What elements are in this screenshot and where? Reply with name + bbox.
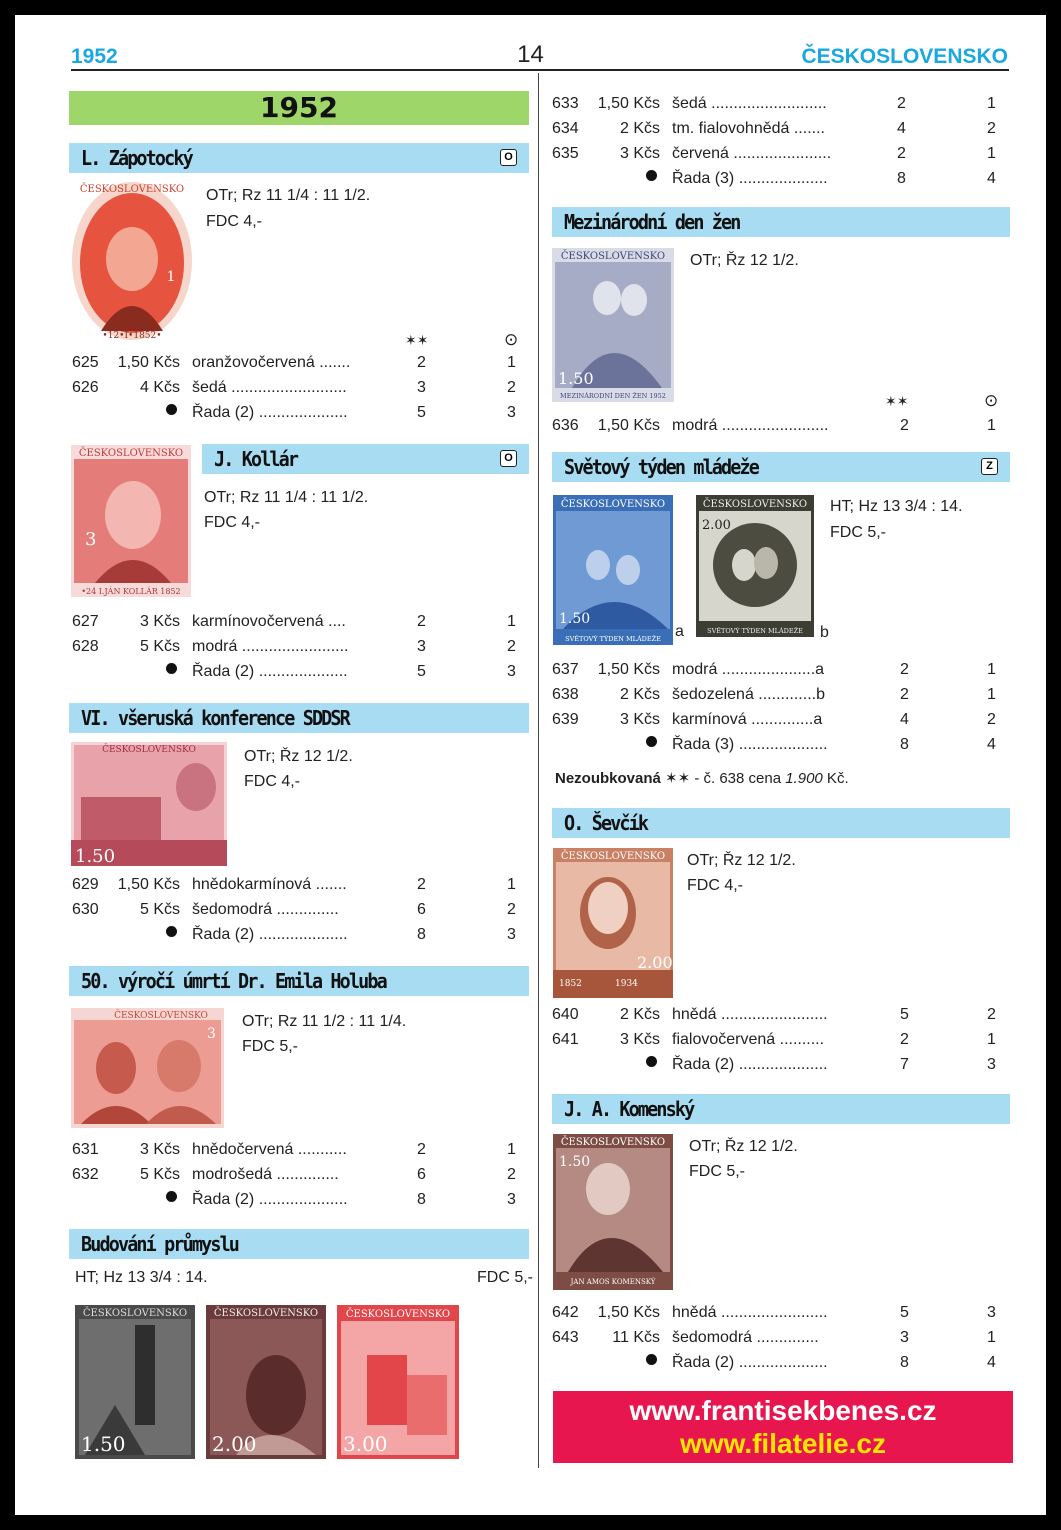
stamp-holub (71, 1008, 224, 1128)
price-mint: 4 (897, 120, 906, 137)
fdc-price: FDC 5,- (689, 1163, 745, 1180)
section-header-mladez (552, 452, 1010, 482)
stamp-country: ČESKOSLOVENSKO (345, 1309, 451, 1320)
stamp-date: •12•I•1852• (102, 331, 162, 341)
stamp-country: ČESKOSLOVENSKO (102, 745, 196, 755)
section-title: 50. výročí úmrtí Dr. Emila Holuba (81, 969, 386, 993)
stamp-caption: SVĚTOVÝ TÝDEN MLÁDEŽE (707, 627, 803, 635)
fdc-price: FDC 4,- (206, 213, 262, 230)
header-country: ČESKOSLOVENSKO (801, 45, 1008, 68)
issue-type-badge: O (500, 149, 517, 166)
price-used: 2 (507, 638, 516, 655)
stamp-country: ČESKOSLOVENSKO (114, 1011, 208, 1021)
face-value: 3 Kčs (619, 1031, 660, 1048)
stamp-zeny (552, 248, 674, 402)
face-value: 1,50 Kčs (117, 354, 180, 371)
stamp-colour: modrošedá .............. (192, 1166, 339, 1183)
price-mint: 3 (900, 1329, 909, 1346)
catalog-row (552, 1031, 1012, 1055)
catalog-number: 631 (72, 1141, 99, 1158)
face-value: 3 Kčs (139, 1141, 180, 1158)
price-mint: 7 (900, 1056, 909, 1073)
price-used: 1 (987, 145, 996, 162)
catalog-row (72, 379, 532, 403)
issue-type-badge: Z (981, 458, 998, 475)
catalog-row (72, 1166, 532, 1190)
stamp-colour: oranžovočervená ....... (192, 354, 351, 371)
face-value: 11 Kčs (612, 1329, 660, 1346)
face-value: 2 Kčs (619, 120, 660, 137)
face-value: 4 Kčs (139, 379, 180, 396)
mint-column-header: ✶✶ (405, 332, 429, 348)
section-header-zapotocky (69, 143, 529, 173)
set-total-row (72, 404, 532, 428)
stamp-colour: červená ...................... (672, 145, 832, 162)
catalog-number: 640 (552, 1006, 579, 1023)
face-value: 2 Kčs (619, 1006, 660, 1023)
price-mint: 2 (897, 95, 906, 112)
stamp-colour: Řada (2) .................... (192, 1191, 348, 1208)
stamp-mladez-b (696, 495, 814, 637)
price-used: 4 (987, 170, 996, 187)
price-used: 3 (507, 926, 516, 943)
catalog-row (552, 1304, 1012, 1328)
print-info: OTr; Řz 12 1/2. (687, 852, 796, 869)
stamp-colour: fialovočervená .......... (672, 1031, 825, 1048)
catalog-row (72, 638, 532, 662)
stamp-colour: Řada (2) .................... (672, 1056, 828, 1073)
stamp-country: ČESKOSLOVENSKO (79, 184, 185, 195)
stamp-colour: hnědokarmínová ....... (192, 876, 347, 893)
catalog-number: 629 (72, 876, 99, 893)
stamp-value: 2.00 (637, 953, 673, 972)
issue-type-badge: O (500, 450, 517, 467)
set-total-row (552, 736, 1012, 760)
catalog-number: 643 (552, 1329, 579, 1346)
stamp-value: 3.00 (343, 1432, 388, 1456)
stamp-value: 3 (85, 529, 97, 550)
price-used: 1 (507, 876, 516, 893)
catalog-row (552, 95, 1012, 119)
stamp-prumysl-a (75, 1305, 195, 1459)
catalog-row (72, 901, 532, 925)
price-used: 3 (507, 1191, 516, 1208)
price-mint: 5 (900, 1304, 909, 1321)
stamp-country: ČESKOSLOVENSKO (560, 251, 666, 262)
price-mint: 2 (417, 876, 426, 893)
set-total-row (72, 663, 532, 687)
stamp-value: 2.00 (702, 518, 731, 533)
banner-link-1[interactable]: www.frantisekbenes.cz (629, 1395, 937, 1426)
stamp-colour: modrá ........................ (192, 638, 349, 655)
section-title: VI. všeruská konference SDDSR (81, 706, 349, 730)
catalog-row (552, 120, 1012, 144)
price-mint: 2 (900, 417, 909, 434)
catalog-number: 630 (72, 901, 99, 918)
catalog-number: 638 (552, 686, 579, 703)
catalog-row (552, 417, 1012, 441)
catalog-number: 628 (72, 638, 99, 655)
catalog-number: 642 (552, 1304, 579, 1321)
section-header-prumysl (69, 1229, 529, 1259)
section-title: J. A. Komenský (564, 1097, 694, 1121)
stamp-colour: Řada (2) .................... (672, 1354, 828, 1371)
stamp-colour: karmínovočervená .... (192, 613, 346, 630)
page-number: 14 (517, 41, 544, 68)
price-mint: 5 (417, 404, 426, 421)
face-value: 5 Kčs (139, 901, 180, 918)
price-mint: 2 (417, 354, 426, 371)
section-title: Mezinárodní den žen (564, 210, 740, 234)
stamp-country: ČESKOSLOVENSKO (78, 448, 184, 459)
stamp-country: ČESKOSLOVENSKO (560, 1137, 666, 1148)
price-mint: 2 (417, 1141, 426, 1158)
stamp-value: 1.50 (558, 369, 594, 388)
stamp-caption: MEZINÁRODNÍ DEN ŽEN 1952 (560, 392, 666, 400)
print-info: HT; Hz 13 3/4 : 14. (75, 1269, 208, 1286)
catalog-row (552, 1006, 1012, 1030)
face-value: 1,50 Kčs (597, 661, 660, 678)
stamp-colour: tm. fialovohnědá ....... (672, 120, 825, 137)
price-mint: 8 (900, 736, 909, 753)
print-info: HT; Hz 13 3/4 : 14. (830, 498, 963, 515)
price-used: 1 (987, 417, 996, 434)
price-mint: 2 (900, 661, 909, 678)
set-total-row (552, 170, 1012, 194)
face-value: 1,50 Kčs (597, 417, 660, 434)
stamp-caption: JAN AMOS KOMENSKÝ (570, 1278, 656, 1286)
note-bold: Nezoubkovaná (555, 770, 661, 787)
face-value: 2 Kčs (619, 686, 660, 703)
face-value: 1,50 Kčs (597, 1304, 660, 1321)
stamp-value: 3 (207, 1026, 216, 1042)
price-used: 1 (987, 1031, 996, 1048)
section-title: L. Zápotocký (81, 146, 192, 170)
price-used: 1 (987, 1329, 996, 1346)
price-mint: 2 (900, 1031, 909, 1048)
catalog-number: 634 (552, 120, 579, 137)
stamp-kollar (71, 445, 191, 597)
stamp-country: ČESKOSLOVENSKO (560, 851, 666, 862)
stamp-year-start: 1852 (559, 979, 582, 989)
advert-banner[interactable] (553, 1391, 1013, 1463)
catalog-row (72, 1141, 532, 1165)
stamp-colour: šedá .......................... (192, 379, 347, 396)
price-mint: 5 (417, 663, 426, 680)
section-header-zeny (552, 207, 1010, 237)
stamp-zapotocky (71, 181, 193, 341)
face-value: 3 Kčs (619, 145, 660, 162)
set-bullet-icon (166, 404, 177, 415)
stamp-colour: šedá .......................... (672, 95, 827, 112)
print-info: OTr; Řz 12 1/2. (244, 748, 353, 765)
catalog-row (72, 876, 532, 900)
stamp-colour: Řada (2) .................... (192, 663, 348, 680)
stamp-colour: modrá ........................ (672, 417, 829, 434)
price-used: 4 (987, 1354, 996, 1371)
stamp-colour: Řada (3) .................... (672, 736, 828, 753)
set-bullet-icon (646, 170, 657, 181)
stamp-caption: SVĚTOVÝ TÝDEN MLÁDEŽE (565, 635, 661, 643)
price-used: 2 (507, 901, 516, 918)
fdc-price: FDC 5,- (830, 524, 886, 541)
price-used: 2 (507, 1166, 516, 1183)
catalog-number: 637 (552, 661, 579, 678)
section-title: O. Ševčík (564, 811, 648, 835)
price-used: 2 (987, 711, 996, 728)
catalog-row (552, 711, 1012, 735)
section-header-sevcik (552, 808, 1010, 838)
price-mint: 2 (417, 613, 426, 630)
price-mint: 3 (417, 379, 426, 396)
note-end: Kč. (822, 770, 849, 787)
stamp-country: ČESKOSLOVENSKO (560, 499, 666, 510)
face-value: 1,50 Kčs (117, 876, 180, 893)
price-mint: 8 (900, 1354, 909, 1371)
price-used: 2 (507, 379, 516, 396)
header-rule (71, 69, 1009, 71)
set-bullet-icon (646, 1056, 657, 1067)
price-mint: 5 (900, 1006, 909, 1023)
fdc-price: FDC 5,- (242, 1038, 298, 1055)
price-used: 4 (987, 736, 996, 753)
stamp-colour: modrá .....................a (672, 661, 825, 678)
price-mint: 2 (900, 686, 909, 703)
face-value: 5 Kčs (139, 1166, 180, 1183)
price-mint: 8 (417, 926, 426, 943)
catalog-number: 635 (552, 145, 579, 162)
stamp-colour: Řada (2) .................... (192, 404, 348, 421)
stamp-year-end: 1934 (615, 979, 638, 989)
price-used: 3 (987, 1304, 996, 1321)
face-value: 3 Kčs (139, 613, 180, 630)
fdc-price: FDC 4,- (204, 514, 260, 531)
price-used: 1 (507, 613, 516, 630)
stamp-colour: hnědočervená ........... (192, 1141, 347, 1158)
stamp-colour: karmínová ..............a (672, 711, 823, 728)
note-price: 1.900 (785, 770, 823, 787)
section-header-kollar (202, 444, 529, 474)
price-mint: 8 (897, 170, 906, 187)
stamp-country: ČESKOSLOVENSKO (213, 1308, 319, 1319)
stamp-prumysl-b (206, 1305, 326, 1459)
price-used: 1 (987, 661, 996, 678)
stamp-country: ČESKOSLOVENSKO (702, 499, 808, 510)
section-title: Světový týden mládeže (564, 455, 759, 479)
price-mint: 4 (900, 711, 909, 728)
stamp-colour: šedozelená .............b (672, 686, 825, 703)
catalog-number: 626 (72, 379, 99, 396)
fdc-price: FDC 4,- (687, 877, 743, 894)
stamp-komensky (553, 1134, 673, 1290)
fdc-price: FDC 5,- (477, 1269, 533, 1286)
set-total-row (72, 1191, 532, 1215)
set-bullet-icon (646, 736, 657, 747)
stamp-prumysl-c (337, 1305, 459, 1459)
catalog-row (72, 354, 532, 378)
variant-label-a: a (675, 623, 684, 640)
price-used: 1 (987, 686, 996, 703)
set-total-row (552, 1354, 1012, 1378)
catalog-row (72, 613, 532, 637)
stamp-colour: hnědá ........................ (672, 1006, 828, 1023)
section-header-sddsr (69, 703, 529, 733)
stamp-mladez-a (553, 495, 673, 645)
mint-column-header: ✶✶ (885, 393, 909, 409)
stamp-colour: Řada (2) .................... (192, 926, 348, 943)
section-header-holub (69, 966, 529, 996)
section-title: Budování průmyslu (81, 1232, 239, 1256)
used-column-header: ⊙ (984, 391, 999, 410)
stamp-value: 1.50 (75, 846, 116, 866)
price-used: 3 (987, 1056, 996, 1073)
stamp-colour: šedomodrá .............. (672, 1329, 819, 1346)
face-value: 3 Kčs (619, 711, 660, 728)
price-used: 2 (987, 1006, 996, 1023)
section-header-komensky (552, 1094, 1010, 1124)
price-mint: 6 (417, 1166, 426, 1183)
stamp-caption: •24 I.JÁN KOLLÁR 1852 (81, 587, 181, 596)
set-bullet-icon (166, 1191, 177, 1202)
stamp-value: 1.50 (559, 611, 591, 627)
set-bullet-icon (166, 663, 177, 674)
stamp-colour: šedomodrá .............. (192, 901, 339, 918)
stamp-country: ČESKOSLOVENSKO (82, 1308, 188, 1319)
face-value: 1,50 Kčs (597, 95, 660, 112)
used-column-header: ⊙ (504, 330, 519, 349)
header-year: 1952 (71, 45, 118, 68)
year-banner: 1952 (69, 91, 529, 125)
price-used: 3 (507, 663, 516, 680)
catalog-number: 633 (552, 95, 579, 112)
set-total-row (72, 926, 532, 950)
imperforate-note (555, 769, 849, 787)
set-bullet-icon (166, 926, 177, 937)
variant-label-b: b (820, 624, 829, 641)
catalog-row (552, 661, 1012, 685)
set-total-row (552, 1056, 1012, 1080)
catalog-number: 639 (552, 711, 579, 728)
stamp-colour: hnědá ........................ (672, 1304, 828, 1321)
set-bullet-icon (646, 1354, 657, 1365)
price-mint: 8 (417, 1191, 426, 1208)
section-title: J. Kollár (214, 447, 298, 471)
price-mint: 2 (897, 145, 906, 162)
catalog-row (552, 145, 1012, 169)
print-info: OTr; Řz 12 1/2. (690, 252, 799, 269)
print-info: OTr; Rz 11 1/4 : 11 1/2. (204, 489, 369, 506)
stamp-sddsr (71, 742, 227, 866)
catalog-row (552, 686, 1012, 710)
price-used: 1 (507, 1141, 516, 1158)
catalog-number: 641 (552, 1031, 579, 1048)
column-divider (538, 73, 539, 1468)
banner-link-2[interactable]: www.filatelie.cz (680, 1428, 886, 1459)
face-value: 5 Kčs (139, 638, 180, 655)
fdc-price: FDC 4,- (244, 773, 300, 790)
price-used: 1 (987, 95, 996, 112)
stamp-value: 1 (166, 269, 176, 285)
print-info: OTr; Rz 11 1/4 : 11 1/2. (206, 187, 371, 204)
price-used: 2 (987, 120, 996, 137)
catalog-number: 627 (72, 613, 99, 630)
price-used: 1 (507, 354, 516, 371)
price-mint: 3 (417, 638, 426, 655)
stamp-sevcik (553, 848, 673, 998)
stamp-value: 1.50 (81, 1432, 126, 1456)
note-text: ✶✶ - č. 638 cena (660, 770, 786, 787)
catalog-number: 625 (72, 354, 99, 371)
stamp-value: 1.50 (559, 1154, 591, 1170)
price-mint: 6 (417, 901, 426, 918)
print-info: OTr; Rz 11 1/2 : 11 1/4. (242, 1013, 407, 1030)
catalog-row (552, 1329, 1012, 1353)
catalog-page (15, 15, 1046, 1515)
print-info: OTr; Řz 12 1/2. (689, 1138, 798, 1155)
catalog-number: 632 (72, 1166, 99, 1183)
stamp-colour: Řada (3) .................... (672, 170, 828, 187)
catalog-number: 636 (552, 417, 579, 434)
price-used: 3 (507, 404, 516, 421)
stamp-value: 2.00 (212, 1432, 257, 1456)
